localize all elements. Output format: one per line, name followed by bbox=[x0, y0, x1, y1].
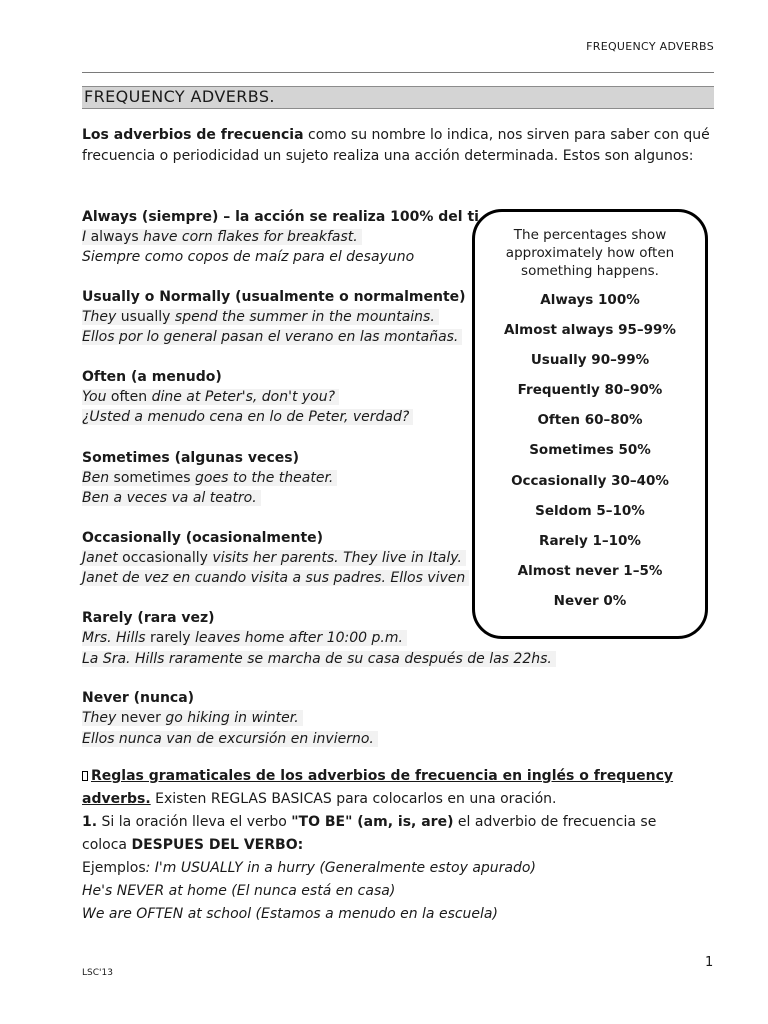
box-intro: The percentages show approximately how often something happens. bbox=[505, 227, 675, 279]
example-es-occasionally: Janet de vez en cuando visita a sus padres. Ellos viven bbox=[82, 568, 469, 588]
rules-heading: Reglas gramaticales de los adverbios de frecuencia en inglés o frequency bbox=[82, 766, 673, 786]
footer-note: LSC'13 bbox=[82, 968, 113, 978]
example-es-often: ¿Usted a menudo cena en lo de Peter, verdad? bbox=[82, 407, 413, 427]
intro-bold: Los adverbios de frecuencia bbox=[82, 127, 304, 143]
example-en-never: They never go hiking in winter. bbox=[82, 708, 303, 728]
percentages-list bbox=[475, 290, 705, 621]
percentage-item: Never 0% bbox=[553, 592, 627, 609]
header-rule bbox=[82, 72, 714, 73]
section-heading-occasionally: Occasionally (ocasionalmente) bbox=[82, 530, 324, 546]
section-heading-always: Always (siempre) – la acción se realiza 100% del ti bbox=[82, 209, 479, 225]
bullet-icon bbox=[82, 771, 88, 781]
example-es-always: Siempre como copos de maíz para el desayuno bbox=[82, 249, 415, 265]
section-heading-sometimes: Sometimes (algunas veces) bbox=[82, 450, 299, 466]
percentage-item: Often 60–80% bbox=[537, 412, 643, 429]
example-es-sometimes: Ben a veces va al teatro. bbox=[82, 488, 261, 508]
percentage-item: Rarely 1–10% bbox=[539, 532, 641, 549]
section-heading-often: Often (a menudo) bbox=[82, 369, 222, 385]
page-title: FREQUENCY ADVERBS. bbox=[84, 87, 275, 106]
percentages-box bbox=[472, 209, 708, 639]
intro-rest: como su nombre lo indica, nos sirven para saber con qué frecuencia o periodicidad un sujeto realiza una acción determinada. Estos son algunos: bbox=[82, 127, 710, 164]
percentage-item: Always 100% bbox=[540, 292, 640, 308]
rule-1: 1. Si la oración lleva el verbo "TO BE" (am, is, are) el adverbio de frecuencia se bbox=[82, 814, 657, 830]
percentage-item: Occasionally 30–40% bbox=[511, 472, 669, 489]
section-heading-rarely: Rarely (rara vez) bbox=[82, 610, 215, 626]
percentage-item: Usually 90–99% bbox=[530, 352, 650, 369]
section-heading-never: Never (nunca) bbox=[82, 690, 195, 706]
example-es-rarely: La Sra. Hills raramente se marcha de su casa después de las 22hs. bbox=[82, 649, 556, 669]
example-en-occasionally: Janet occasionally visits her parents. They live in Italy. bbox=[82, 548, 466, 568]
example-es-never: Ellos nunca van de excursión en invierno. bbox=[82, 729, 378, 749]
percentage-item: Almost never 1–5% bbox=[517, 562, 663, 579]
example-en-usually: They usually spend the summer in the mountains. bbox=[82, 307, 439, 327]
section-heading-usually: Usually o Normally (usualmente o normalmente) bbox=[82, 289, 466, 305]
rule-example-3: We are OFTEN at school (Estamos a menudo en la escuela) bbox=[82, 906, 498, 922]
example-es-usually: Ellos por lo general pasan el verano en las montañas. bbox=[82, 327, 462, 347]
intro-paragraph bbox=[82, 125, 722, 166]
rules-heading-cont: adverbs. Existen REGLAS BASICAS para colocarlos en una oración. bbox=[82, 791, 557, 807]
running-header: FREQUENCY ADVERBS bbox=[586, 40, 714, 53]
example-en-often: You often dine at Peter's, don't you? bbox=[82, 387, 339, 407]
page-number: 1 bbox=[705, 955, 714, 970]
rule-1-cont: coloca DESPUES DEL VERBO: bbox=[82, 837, 304, 853]
rule-example-2: He's NEVER at home (El nunca está en casa) bbox=[82, 883, 396, 899]
example-en-always: I always have corn flakes for breakfast. bbox=[82, 227, 362, 247]
rule-example-1: Ejemplos: I'm USUALLY in a hurry (Generalmente estoy apurado) bbox=[82, 860, 536, 876]
percentage-item: Seldom 5–10% bbox=[535, 502, 645, 519]
example-en-sometimes: Ben sometimes goes to the theater. bbox=[82, 468, 337, 488]
percentage-item: Almost always 95–99% bbox=[504, 322, 676, 339]
percentage-item: Sometimes 50% bbox=[529, 442, 651, 459]
example-en-rarely: Mrs. Hills rarely leaves home after 10:00 p.m. bbox=[82, 628, 407, 648]
percentage-item: Frequently 80–90% bbox=[517, 382, 663, 399]
